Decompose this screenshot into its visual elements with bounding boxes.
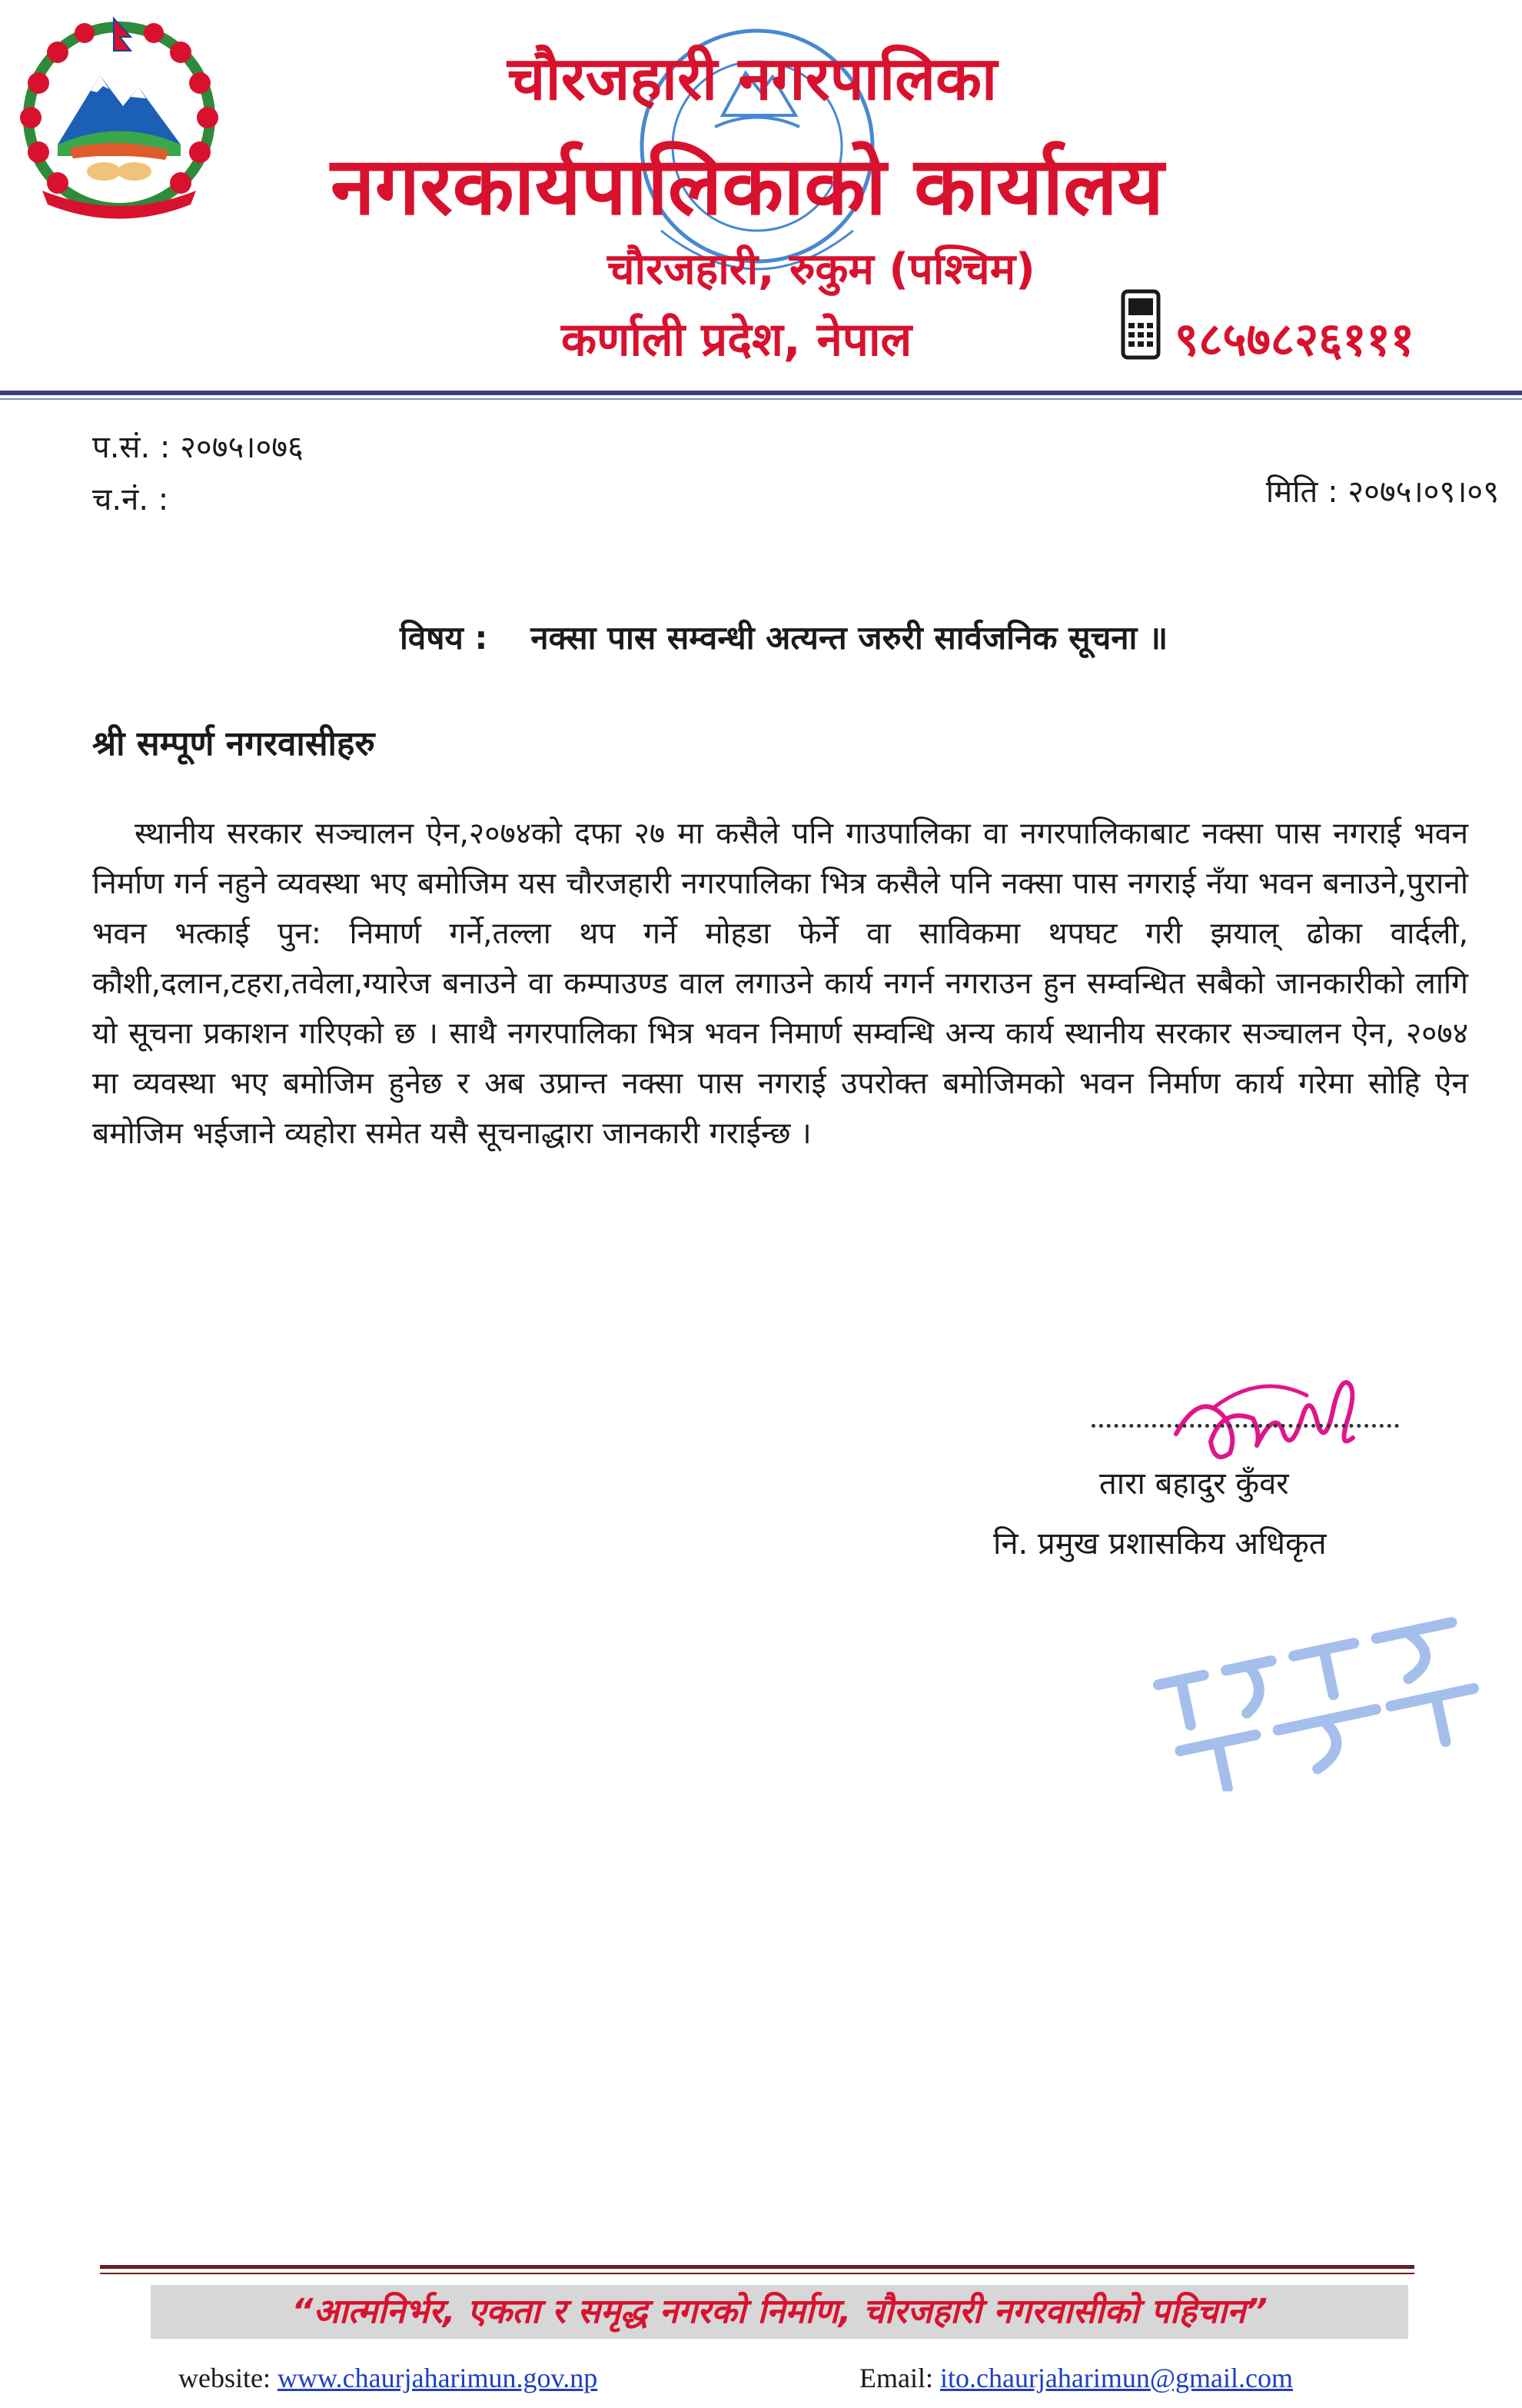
signature-dotted-line [1092,1424,1399,1428]
email-link[interactable]: ito.chaurjaharimun@gmail.com [939,2363,1294,2393]
footer-divider [100,2265,1414,2269]
name-seal-stamp [1138,1568,1484,1791]
salutation: श्री सम्पूर्ण नगरवासीहरु [92,724,375,763]
signatory-title: नि. प्रमुख प्रशासकिय अधिकृत [993,1526,1327,1562]
footer-motto: “आत्मनिर्भर, एकता र समृद्ध नगरको निर्माण, चौरजहारी नगरवासीको पहिचान” [291,2292,1268,2331]
reference-number: प.सं. : २०७५।०७६ [92,430,304,465]
signatory-name: तारा बहादुर कुँवर [1099,1466,1289,1502]
website-link[interactable]: www.chaurjaharimun.gov.np [277,2363,598,2393]
nepal-emblem-icon [15,14,223,221]
handwritten-signature [1168,1361,1368,1476]
notice-body: स्थानीय सरकार सञ्चालन ऐन,२०७४को दफा २७ मा कसैले पनि गाउपालिका वा नगरपालिकाबाट नक्सा पास नगराई भवन निर्माण गर्न नहुने व्यवस्था भए बमोजिम यस चौरजहारी नगरपालिका भित्र कसैले पनि नक्सा पास नगराई नँया भवन बनाउने,पुरानो भवन भत्काई पुन: निमार्ण गर्ने,तल्ला थप गर्ने मोहडा फेर्ने वा साविकमा थपघट गरी झयाल् ढोका वार्दली, कौशी,दलान,टहरा,तवेला,ग्यारेज बनाउने वा कम्पाउण्ड वाल लगाउने कार्य नगर्न नगराउन हुन सम्वन्धित सबैको जानकारीको लागि यो सूचना प्रकाशन गरिएको छ । साथै नगरपालिका भित्र भवन निमार्ण सम्वन्धि अन्य कार्य स्थानीय सरकार सञ्चालन ऐन, २०७४ मा व्यवस्था भए बमोजिम हुनेछ र अब उप्रान्त नक्सा पास नगराई उपरोक्त बमोजिमको भवन निर्माण कार्य गरेमा सोहि ऐन बमोजिम भईजाने व्यहोरा समेत यसै सूचनाद्धारा जानकारी गराईन्छ । [92,817,1468,1151]
municipality-name: चौरजहारी नगरपालिका [507,45,998,114]
subject-line [400,615,1168,659]
email-line [859,2362,1293,2394]
letter-date: मिति : २०७५।०९।०९ [1265,474,1499,510]
dispatch-number: च.नं. : [92,482,169,517]
footer-divider-thin [100,2273,1414,2274]
address-line: चौरजहारी, रुकुम (पश्चिम) [607,244,1035,294]
header-divider [0,391,1522,395]
email-label: Email: [859,2363,933,2393]
header-divider-thin [0,398,1522,400]
website-line [178,2362,597,2394]
province-line: कर्णाली प्रदेश, नेपाल [561,313,912,367]
office-name: नगरकार्यपालिकाको कार्यालय [331,139,1165,233]
website-label: website: [178,2363,271,2393]
subject-text: नक्सा पास सम्वन्धी अत्यन्त जरुरी सार्वजनिक सूचना ॥ [530,619,1168,657]
phone-number: ९८५७८२६१११ [1175,313,1414,367]
subject-label: विषय : [400,619,488,657]
mobile-phone-icon [1121,289,1161,360]
